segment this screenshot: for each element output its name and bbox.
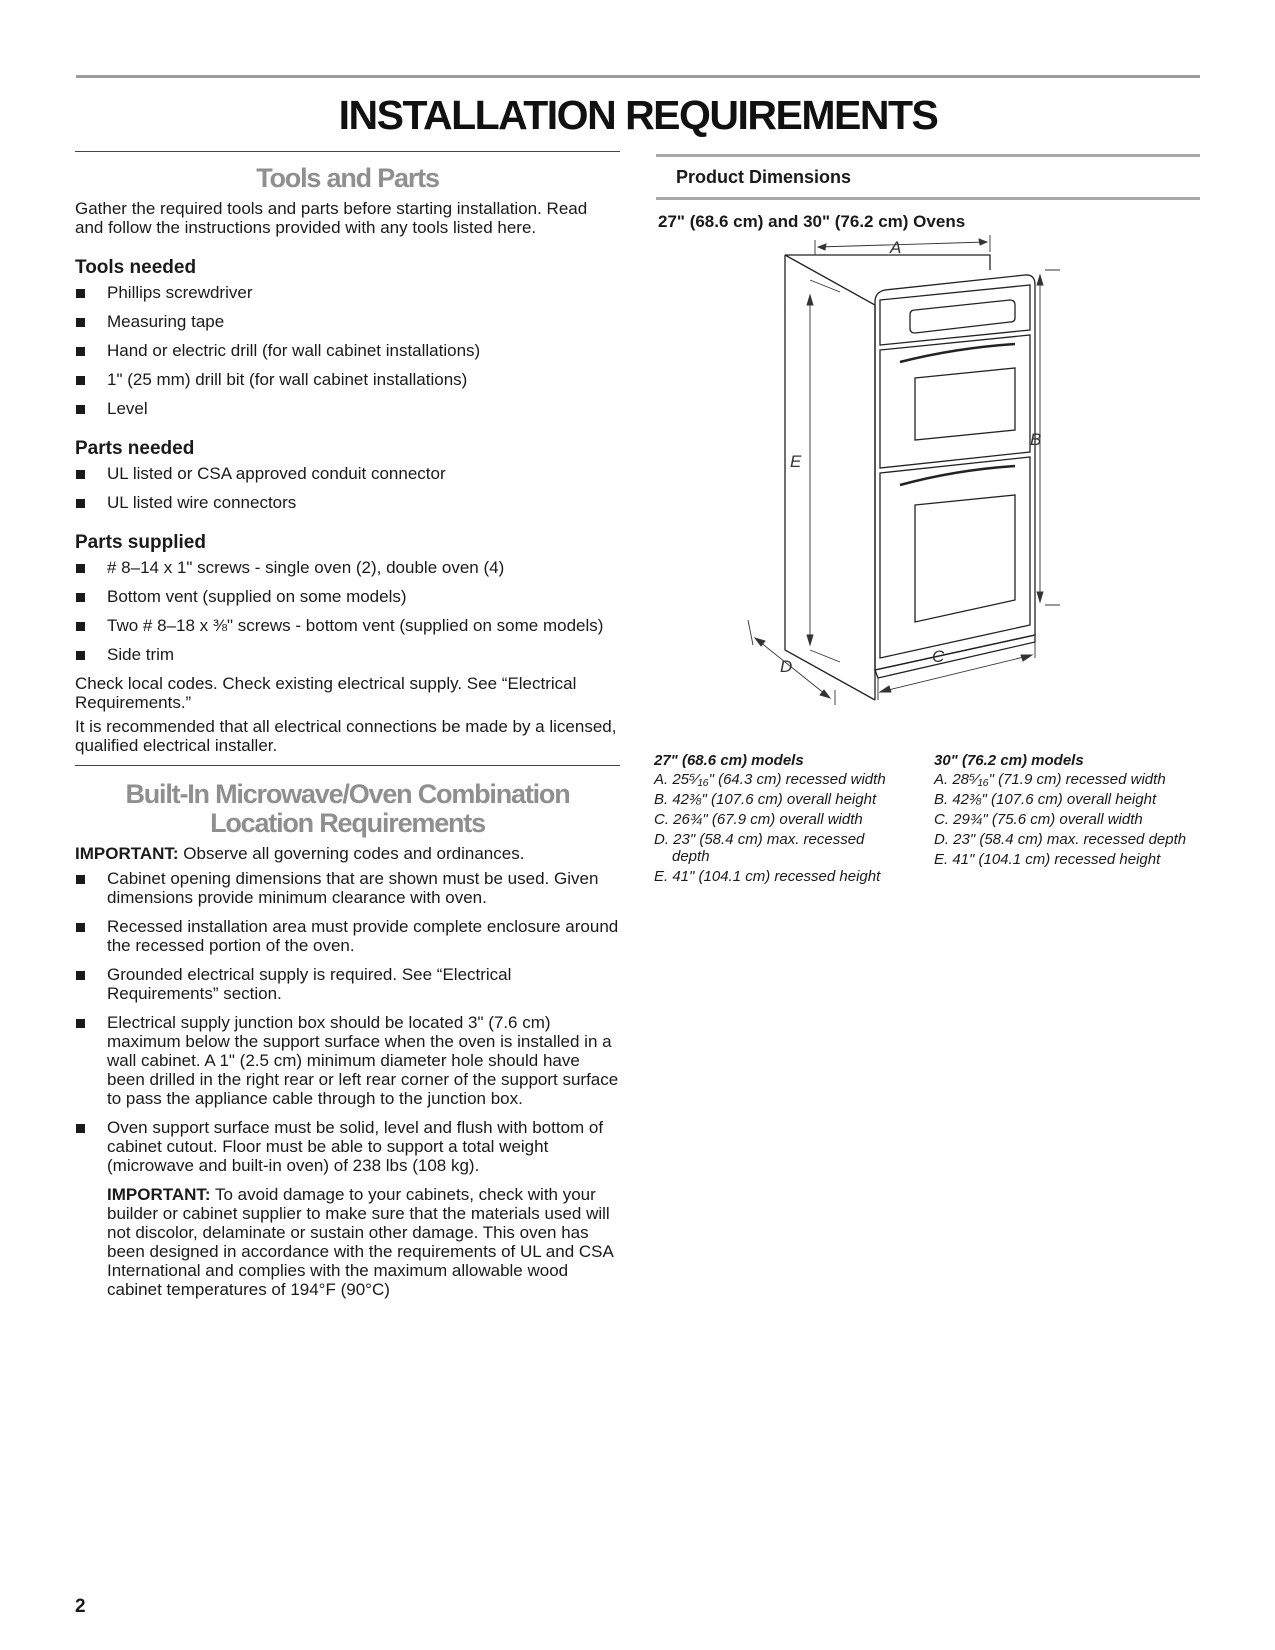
bullet-square-icon xyxy=(76,318,85,327)
bullet-square-icon xyxy=(76,289,85,298)
models-27-heading: 27" (68.6 cm) models xyxy=(654,752,804,769)
tools-parts-intro: Gather the required tools and parts before starting installation. Read and follow the instructions provided with any tools listed here. xyxy=(75,199,588,237)
tools-list xyxy=(75,283,620,418)
microwave-door xyxy=(880,335,1030,468)
list-item: # 8–14 x 1" screws - single oven (2), double oven (4) xyxy=(75,558,620,577)
bullet-square-icon xyxy=(76,347,85,356)
list-item: D. 23" (58.4 cm) max. recessed depth xyxy=(654,831,865,865)
location-title xyxy=(75,780,620,838)
bullet-square-icon xyxy=(76,376,85,385)
control-panel xyxy=(880,285,1030,345)
list-item: Measuring tape xyxy=(75,312,620,331)
important2-text: To avoid damage to your cabinets, check with your builder or cabinet supplier to make sure that the materials used will not discolor, delaminate or sustain other damage. This oven has been designed in accordance with the requirements of UL and CSA International and complies with the maximum allowable wood cabinet temperatures of 194°F (90°C) xyxy=(107,1185,613,1299)
important2-label: IMPORTANT: xyxy=(107,1185,211,1204)
models-30-list xyxy=(934,752,1200,871)
codes-note: Check local codes. Check existing electrical supply. See “Electrical Requirements.” xyxy=(75,674,577,712)
bullet-square-icon xyxy=(76,564,85,573)
bullet-square-icon xyxy=(76,405,85,414)
microwave-window xyxy=(915,368,1015,440)
label-a: A xyxy=(890,238,902,257)
list-item: A. 25⁵⁄₁₆" (64.3 cm) recessed width xyxy=(654,771,886,788)
section-rule xyxy=(656,197,1200,200)
list-item: A. 28⁵⁄₁₆" (71.9 cm) recessed width xyxy=(934,771,1166,788)
list-item: Side trim xyxy=(75,645,620,664)
list-item: C. 29¾" (75.6 cm) overall width xyxy=(934,811,1143,828)
right-column xyxy=(656,154,1200,232)
oven-window xyxy=(915,495,1015,622)
tools-needed-heading: Tools needed xyxy=(75,257,197,278)
label-b: B xyxy=(1030,430,1042,449)
bullet-square-icon xyxy=(76,651,85,660)
list-item: Grounded electrical supply is required. See “Electrical Requirements” section. xyxy=(75,965,620,1003)
list-item: Two # 8–18 x ⅜" screws - bottom vent (supplied on some models) xyxy=(75,616,620,635)
parts-needed-heading: Parts needed xyxy=(75,438,195,459)
important-note xyxy=(75,844,620,863)
label-e: E xyxy=(790,452,802,471)
location-title-line2: Location Requirements xyxy=(210,808,485,838)
bullet-square-icon xyxy=(76,470,85,479)
section-rule xyxy=(75,765,620,766)
bullet-square-icon xyxy=(76,875,85,884)
bullet-square-icon xyxy=(76,1019,85,1028)
list-item: Bottom vent (supplied on some models) xyxy=(75,587,620,606)
page-title: INSTALLATION REQUIREMENTS xyxy=(338,92,938,138)
label-c: C xyxy=(932,647,945,666)
parts-list xyxy=(75,464,620,512)
cabinet-outline xyxy=(785,255,990,700)
figure-title: 27" (68.6 cm) and 30" (76.2 cm) Ovens xyxy=(658,212,966,231)
important-text: Observe all governing codes and ordinances. xyxy=(178,844,525,863)
list-item: Recessed installation area must provide complete enclosure around the recessed portion of the oven. xyxy=(75,917,620,955)
oven-dimensions-diagram xyxy=(700,230,1100,720)
list-item: E. 41" (104.1 cm) recessed height xyxy=(654,868,881,885)
list-item: Hand or electric drill (for wall cabinet installations) xyxy=(75,341,620,360)
list-item: Electrical supply junction box should be located 3" (7.6 cm) maximum below the support surface when the oven is installed in a wall cabinet. A 1" (2.5 cm) minimum diameter hole should have been drilled in the right rear or left rear corner of the support surface to pass the appliance cable through to the junction box. xyxy=(75,1013,620,1108)
bullet-square-icon xyxy=(76,1124,85,1133)
list-item: 1" (25 mm) drill bit (for wall cabinet installations) xyxy=(75,370,620,389)
oven-door xyxy=(880,457,1030,658)
left-column xyxy=(75,151,620,1299)
models-27-list xyxy=(654,752,904,888)
section-rule xyxy=(75,151,620,152)
list-item: D. 23" (58.4 cm) max. recessed depth xyxy=(934,831,1187,848)
list-item: Phillips screwdriver xyxy=(75,283,620,302)
list-item: Oven support surface must be solid, level and flush with bottom of cabinet cutout. Floor must be able to support a total weight (microwave and built-in oven) of 238 lbs (108 kg). xyxy=(75,1118,620,1175)
bullet-square-icon xyxy=(76,499,85,508)
list-item: C. 26¾" (67.9 cm) overall width xyxy=(654,811,863,828)
bullet-square-icon xyxy=(76,622,85,631)
bullet-square-icon xyxy=(76,971,85,980)
location-list xyxy=(75,869,620,1175)
list-item: B. 42⅜" (107.6 cm) overall height xyxy=(654,791,877,808)
location-title-line1: Built-In Microwave/Oven Combination xyxy=(125,779,570,809)
parts-supplied-heading: Parts supplied xyxy=(75,532,206,553)
top-rule xyxy=(76,75,1200,78)
important-label: IMPORTANT: xyxy=(75,844,179,863)
control-display xyxy=(910,300,1015,333)
bullet-square-icon xyxy=(76,593,85,602)
list-item: UL listed or CSA approved conduit connector xyxy=(75,464,620,483)
list-item: UL listed wire connectors xyxy=(75,493,620,512)
important-cabinet-note xyxy=(75,1185,620,1299)
list-item: Level xyxy=(75,399,620,418)
page-number: 2 xyxy=(75,1596,86,1617)
list-item: Cabinet opening dimensions that are shown must be used. Given dimensions provide minimum clearance with oven. xyxy=(75,869,620,907)
list-item: E. 41" (104.1 cm) recessed height xyxy=(934,851,1161,868)
label-d: D xyxy=(780,657,793,676)
list-item: B. 42⅜" (107.6 cm) overall height xyxy=(934,791,1157,808)
supplied-list xyxy=(75,558,620,664)
models-30-heading: 30" (76.2 cm) models xyxy=(934,752,1084,769)
bullet-square-icon xyxy=(76,923,85,932)
product-dimensions-heading: Product Dimensions xyxy=(676,167,852,187)
recommend-note: It is recommended that all electrical connections be made by a licensed, qualified electrical installer. xyxy=(75,717,617,755)
tools-parts-title: Tools and Parts xyxy=(256,163,439,193)
